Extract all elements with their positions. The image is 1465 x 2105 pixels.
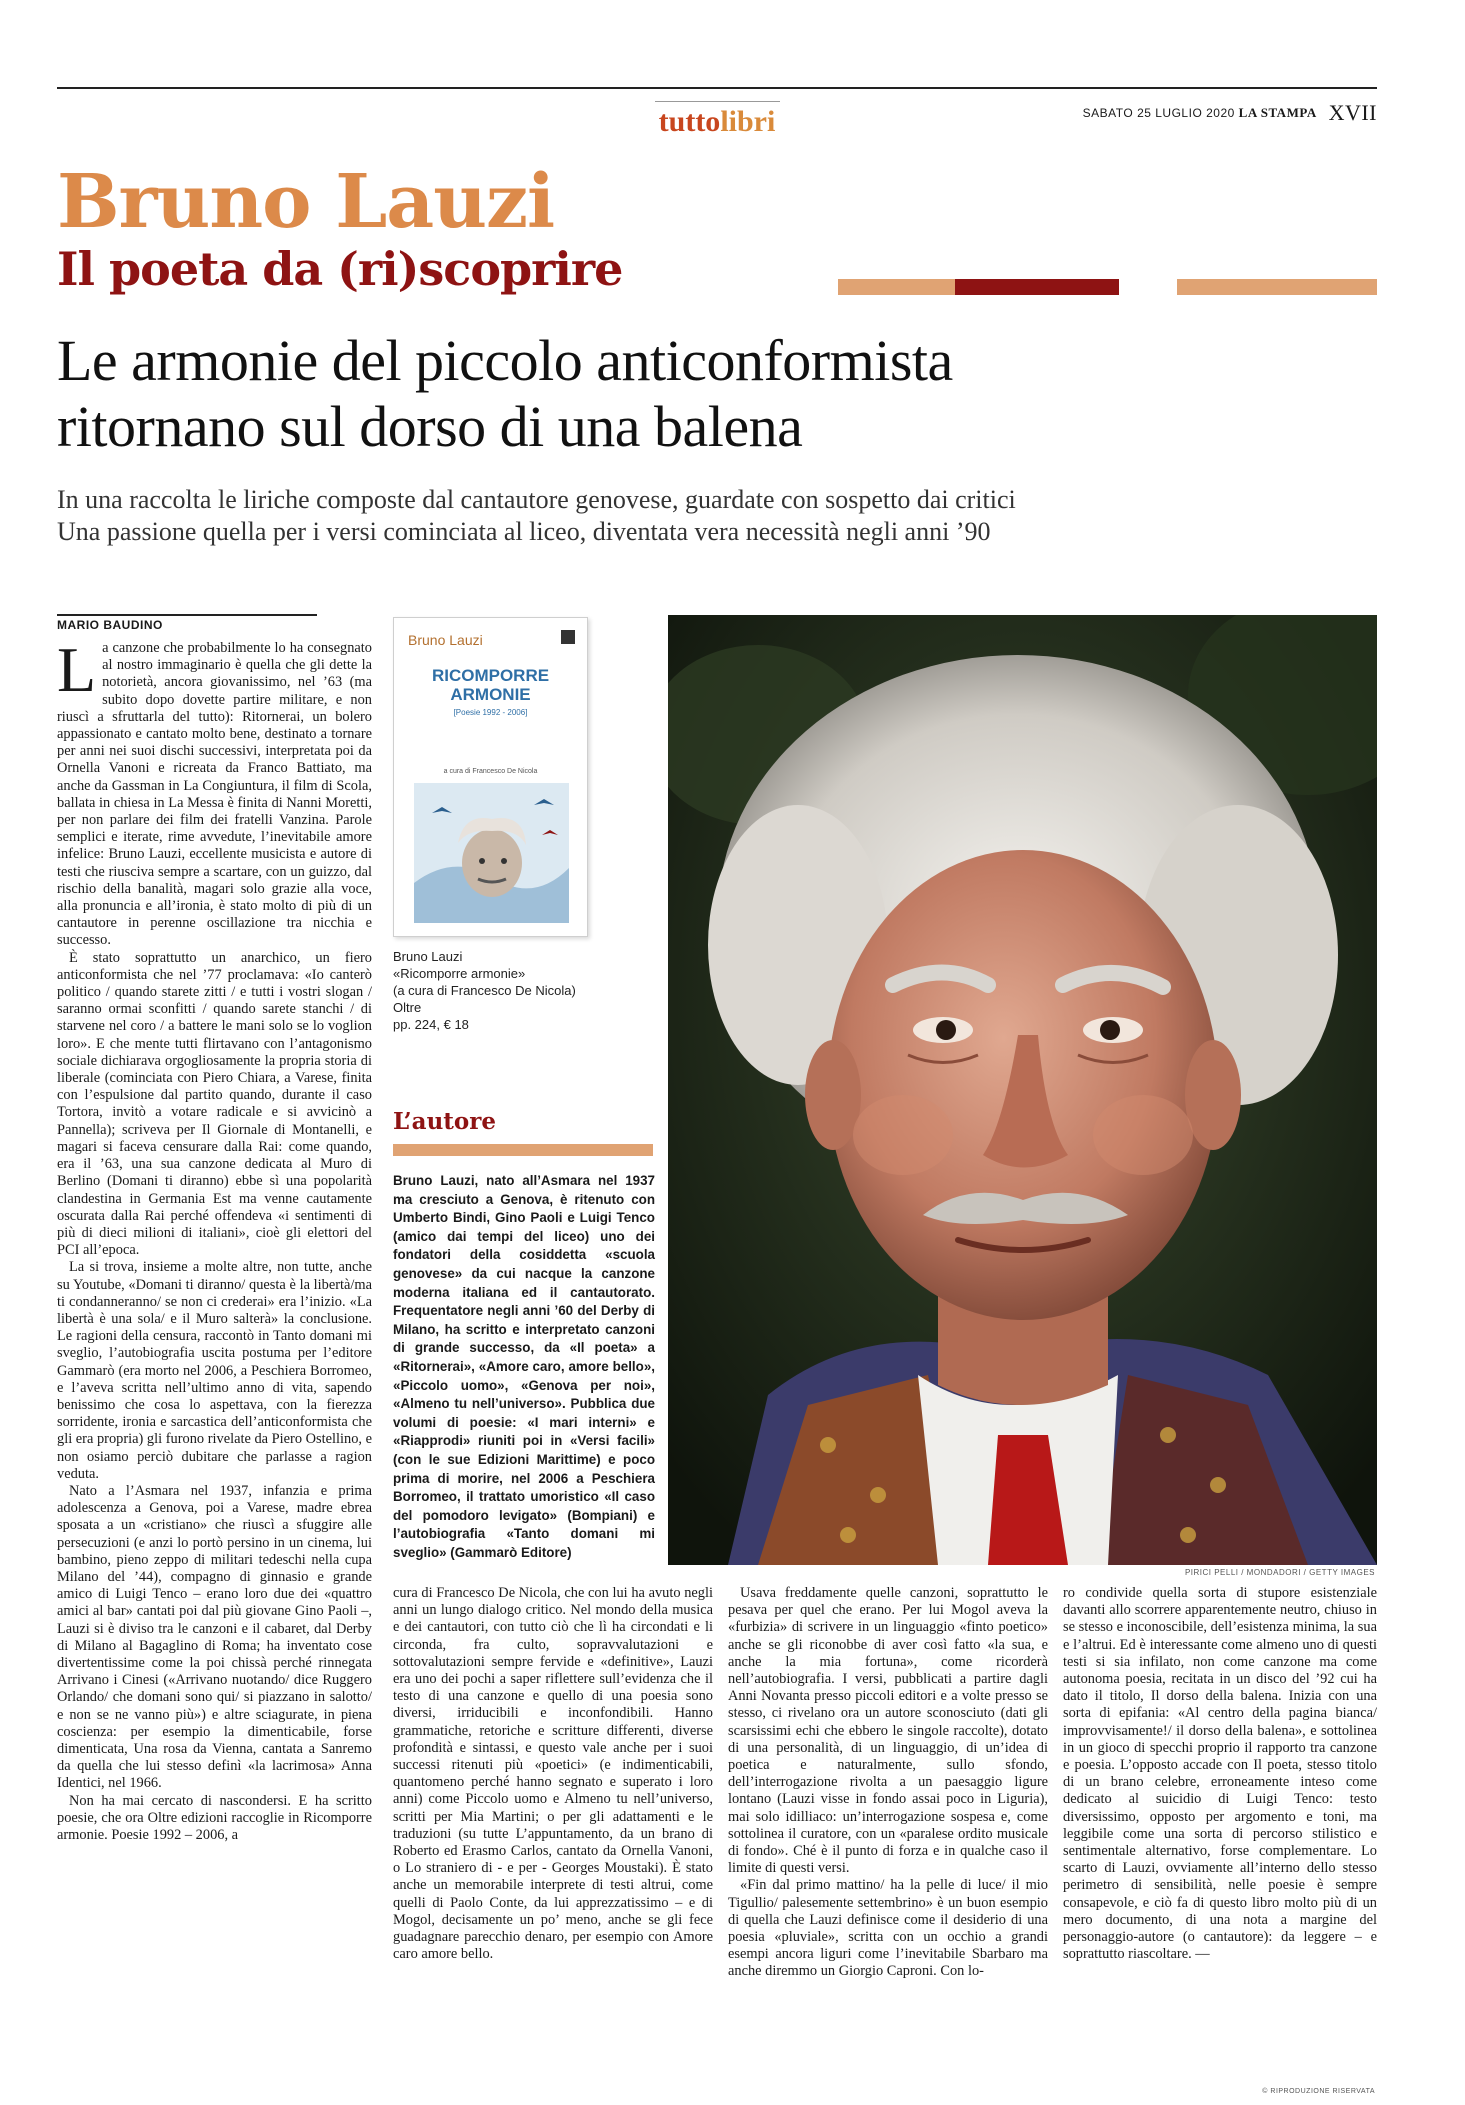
author-box-rule: [393, 1144, 653, 1156]
article-paragraph: La si trova, insieme a molte altre, non tutte, anche su Youtube, «Domani ti diranno/ questa è la libertà/ma ti condanneranno/ se non ci crederai» era l’inizio. «La libertà è una sola/ e il Muro salterà» la conclusione. Le ragioni della censura, raccontò in Tanto domani mi sveglio, l’autobiografia uscita postuma per l’editore Gammarò (era morto nel 2006, a Peschiera Borromeo, e l’aveva scritta nell’ultimo anno di vita, sapendo benissimo che cosa lo aspettava, con la fierezza sorridente, ironia e sarcastica dell’anticonformista che gli era propria) gli furono rivelate da Piero Ostellino, e non osiamo perciò dubitare che parlasse a ragion veduta.: [57, 1259, 372, 1482]
book-cover-subtitle: [Poesie 1992 - 2006]: [453, 708, 528, 717]
book-cover-illustration: [414, 783, 569, 923]
dateline: [1083, 100, 1377, 126]
page-number: XVII: [1328, 100, 1377, 125]
book-cover-title: [394, 666, 587, 704]
photo-credit: PIRICI PELLI / MONDADORI / GETTY IMAGES: [1184, 1568, 1375, 1577]
caption-author: Bruno Lauzi: [393, 949, 463, 964]
caption-pages: pp. 224, € 18: [393, 1017, 469, 1032]
article-paragraph-text: a canzone che probabilmente lo ha consegnato al nostro immaginario è quella che gli dette la notorietà, ancora giovanissimo, nel ’63 (ma subito dopo dovette partire militare, e non riuscì a sfruttarla del tutto): Ritornerai, un bolero appassionato e cantato molto bene, destinato a tornare per anni nei suoi dischi successivi, interpretata poi da Ornella Vanoni e ricreata da Franco Battiato, ma anche da Gassman in La Congiuntura, il film di Scola, ballata in chiesa in La Messa è finita di Nanni Moretti, per non parlare dei film dei fratelli Vanzina. Parole semplici e iterate, rime avvedute, l’inevitabile amore infelice: Bruno Lauzi, eccellente musicista e autore di testi che riusciva sempre a scartare, con un guizzo, dal rischio della banalità, magari solo grazie alla voce, alla pronuncia e all’ironia, è stato molto di più di un cantautore in perenne oscillazione tra nicchia e successo.: [57, 640, 372, 949]
section-logo-left: tutto: [658, 105, 721, 138]
caption-publisher: Oltre: [393, 1000, 422, 1015]
drop-cap: L: [57, 640, 97, 705]
kicker-title: Bruno Lauzi: [57, 159, 555, 245]
section-logo-rule: [655, 101, 780, 102]
book-cover-author: Bruno Lauzi: [408, 632, 483, 648]
author-box-title: L’autore: [393, 1108, 497, 1135]
headline-line-2: ritornano sul dorso di una balena: [57, 394, 803, 459]
standfirst: [57, 484, 1377, 548]
book-cover-editor: a cura di Francesco De Nicola: [443, 768, 538, 775]
standfirst-line-2: Una passione quella per i versi cominciata al liceo, diventata vera necessità negli anni ’90: [57, 517, 991, 546]
article-paragraph: [57, 640, 372, 950]
book-cover-title-line-2: ARMONIE: [450, 685, 531, 704]
article-paragraph: Usava freddamente quelle canzoni, soprattutto le pesava per quel che erano. Per lui Mogol aveva la «furbizia» di scrivere in un linguaggio «finto poetico» anche se gli riconobbe di aver così fatto «la sua, e anche la mia fortuna», come ricorderà nell’autobiografia. I versi, pubblicati a partire dagli Anni Novanta presso piccoli editori e a volte presso se stesso, ci rivelano ora un autore sconosciuto (dati gli scarsissimi echi che ebbero le singole raccolte), dotato di una personalità, di un linguaggio, di un’idea di poetica e naturalmente, sullo sfondo, dell’interrogazione rivolta a un paesaggio ligure lontano (Lauzi visse in fondo assai poco in Liguria), mai solo idilliaco: un’interrogazione sospesa e, come sottolinea il curatore, con un «paralese ordito musicale di fondo». Ché è il punto di forza e in qualche caso il limite di questi versi.: [728, 1585, 1048, 1877]
book-cover: [393, 617, 588, 937]
article-column-2: [393, 1585, 713, 2085]
decor-bar-middle: [955, 279, 1119, 295]
kicker-subtitle: Il poeta da (ri)scoprire: [57, 242, 623, 296]
article-paragraph: ro condivide quella sorta di stupore esistenziale davanti allo scorrere apparentemente neutro, chiuso in se stesso e inconoscibile, dell’esistenza minima, la sua e l’altrui. Ed è interessante come almeno uno di questi testi si sia infilato, non come canzone ma come autonoma poesia, recitata in un disco del ’92 cui ha dato il titolo, Il dorso della balena. Inizia con una sorta di epifania: «Al centro della pagina bianca/ improvvisamente!/ il dorso della balena», e sottolinea in un gioco di specchi proprio il rapporto tra canzone e poesia. L’opposto accade con Il poeta, stesso titolo di un brano celebre, erroneamente inteso come dedicato al suicidio di Luigi Tenco: testo diversissimo, opposto per argomento e toni, ma leggibile come una sorta di percorso stilistico e sentimentale alternativo, forse complementare. Lo scarto di Lauzi, ovviamente all’interno dello stesso perimetro di sensibilità, nelle poesie è sempre consapevole, e ciò fa di questo libro molto più di un mero documento, di una nota a margine del personaggio-autore (o cantautore): da leggere – e soprattutto riascoltare. —: [1063, 1585, 1377, 1963]
article-paragraph: Nato a l’Asmara nel 1937, infanzia e prima adolescenza a Genova, poi a Varese, madre ebrea sposata a un «cristiano» che riuscì a sfuggire alle persecuzioni (e anzi lo portò persino in un cinema, lui bambino, pieno zeppo di militari tedeschi nella cupa Milano del ’44), compagno di ginnasio e grande amico di Luigi Tenco – erano loro due dei «quattro amici al bar» cantati poi dal più giovane Gino Paoli –, Lauzi si è diviso tra le canzoni e il cabaret, dal Derby di Milano al Bagaglino di Roma; ha inventato cose divertentissime come la poi chissà perché rinnegata Arrivano i Cinesi («Arrivano nuotando/ dice Ruggero Orlando/ che domani sono qui/ si piazzano in salotto/ e non se ne vanno più») e altre sciagurate, in piena coscienza: per esempio la dimenticabile, forse dimenticata, Una rosa da Vienna, cantata a Sanremo da quella che lui stesso definì «la lacrimosa» Anna Identici, nel 1966.: [57, 1482, 372, 1792]
decor-bar-right: [1177, 279, 1377, 295]
publisher-logo-icon: [561, 630, 575, 644]
copyright-notice: © RIPRODUZIONE RISERVATA: [1262, 2088, 1375, 2095]
standfirst-line-1: In una raccolta le liriche composte dal cantautore genovese, guardate con sospetto dai critici: [57, 485, 1016, 514]
headline: [57, 328, 1377, 460]
article-column-1: [57, 640, 372, 2085]
portrait-photo: [668, 615, 1377, 1565]
decor-bar-left: [838, 279, 966, 295]
caption-title: «Ricomporre armonie»: [393, 966, 526, 981]
article-paragraph: È stato soprattutto un anarchico, un fiero anticonformista che nel ’77 proclamava: «Io canterò politico / quando starete zitti / e tutti i vostri slogan / saranno ormai sconfitti / quando sarete stanchi / di starvene nel coro / a battere le mani solo se lo voglion loro». E che mente tutti flirtavano con l’antagonismo sociale dichiarava orgogliosamente la propria storia di liberale (cominciata con Piero Chiara, a Varese, finita con l’espulsione dal partito quando, durante il caso Tortora, invitò a votare radicale e si avvicinò a Pannella); scriveva per Il Giornale di Montanelli, e magari si faceva censurare dalla Rai: come quando, era il ’63, una sua canzone dedicata al Muro di Berlino (Domani ti diranno) ebbe sì una popolarità clandestina in Germania Est ma venne cautamente oscurata dalla Rai perché offendeva «i sentimenti di più di dieci milioni di italiani», cioè gli elettori del PCI all’epoca.: [57, 949, 372, 1259]
article-paragraph: «Fin dal primo mattino/ ha la pelle di luce/ il mio Tigullio/ palesemente settembrino» è un buon esempio di quella che Lauzi definisce come il desiderio di una poesia «pluviale», scritta con un occhio a grandi esempi ancora liguri come l’inevitabile Sbarbaro ma anche diremmo un Giorgio Caproni. Con lo-: [728, 1877, 1048, 1980]
section-logo-right: libri: [720, 105, 776, 138]
date: SABATO 25 LUGLIO 2020: [1082, 106, 1235, 120]
author-box-text: Bruno Lauzi, nato all’Asmara nel 1937 ma cresciuto a Genova, è ritenuto con Umberto Bindi, Gino Paoli e Luigi Tenco (amico dai tempi del liceo) uno dei fondatori della cosiddetta «scuola genovese» da cui nacque la canzone moderna italiana ed il cantautorato. Frequentatore negli anni ’60 del Derby di Milano, ha scritto e interpretato canzoni di grande successo, da «Il poeta» a «Ritornerai», «Amore caro, amore bello», «Piccolo uomo», «Genova per noi», «Almeno tu nell’universo». Pubblica due volumi di poesie: «I mari interni» e «Riapprodi» riuniti poi in «Versi facili» (con le sue Edizioni Marittime) e poco prima di morire, nel 2006 a Peschiera Borromeo, il trattato umoristico «Il caso del pomodoro levigato» (Bompiani) e l’autobiografia «Tanto domani mi sveglio» (Gammarò Editore): [393, 1173, 655, 1560]
headline-line-1: Le armonie del piccolo anticonformista: [57, 328, 953, 393]
top-rule: [57, 87, 1377, 89]
article-column-4: [1063, 1585, 1377, 2085]
caption-editor: (a cura di Francesco De Nicola): [393, 983, 576, 998]
book-caption: [393, 948, 653, 1033]
byline: MARIO BAUDINO: [57, 614, 317, 632]
portrait-illustration: [668, 615, 1377, 1565]
article-paragraph: Non ha mai cercato di nascondersi. E ha scritto poesie, che ora Oltre edizioni raccoglie in Ricomporre armonie. Poesie 1992 – 2006, a: [57, 1792, 372, 1844]
article-paragraph: cura di Francesco De Nicola, che con lui ha avuto negli anni un lungo dialogo critico. Nel mondo della musica e dei cantautori, con tutto ciò che lì ha circondati e li circonda, fra culto, sopravvalutazioni e sottovalutazioni sempre fervide e «definitive», Lauzi era uno dei pochi a saper riflettere sull’evidenza che il testo di una canzone e quello di una poesia sono diversi, irriducibili e inconfondibili. Hanno grammatiche, retoriche e scritture differenti, diverse profondità e sintassi, e questo vale anche per i suoi successi ritenuti più «poetici» (e indimenticabili, quantomeno perché hanno segnato e superato i loro anni) come Piccolo uomo e Almeno tu nell’universo, scritti per Mia Martini; o per gli adattamenti e le traduzioni (su tutte L’appuntamento, da un brano di Roberto ed Erasmo Carlos, cantato da Ornella Vanoni, o Lo straniero di - e per - Georges Moustaki). È stato anche un memorabile interprete di testi altrui, come quelli di Paolo Conte, da lui apprezzatissimo – e di Mogol, decisamente un po’ meno, anche se gli fece guadagnare parecchio denaro, per esempio con Amore caro amore bello.: [393, 1585, 713, 1963]
article-column-3: [728, 1585, 1048, 2085]
book-cover-title-line-1: RICOMPORRE: [431, 666, 550, 685]
brand-name: LA STAMPA: [1238, 105, 1317, 120]
